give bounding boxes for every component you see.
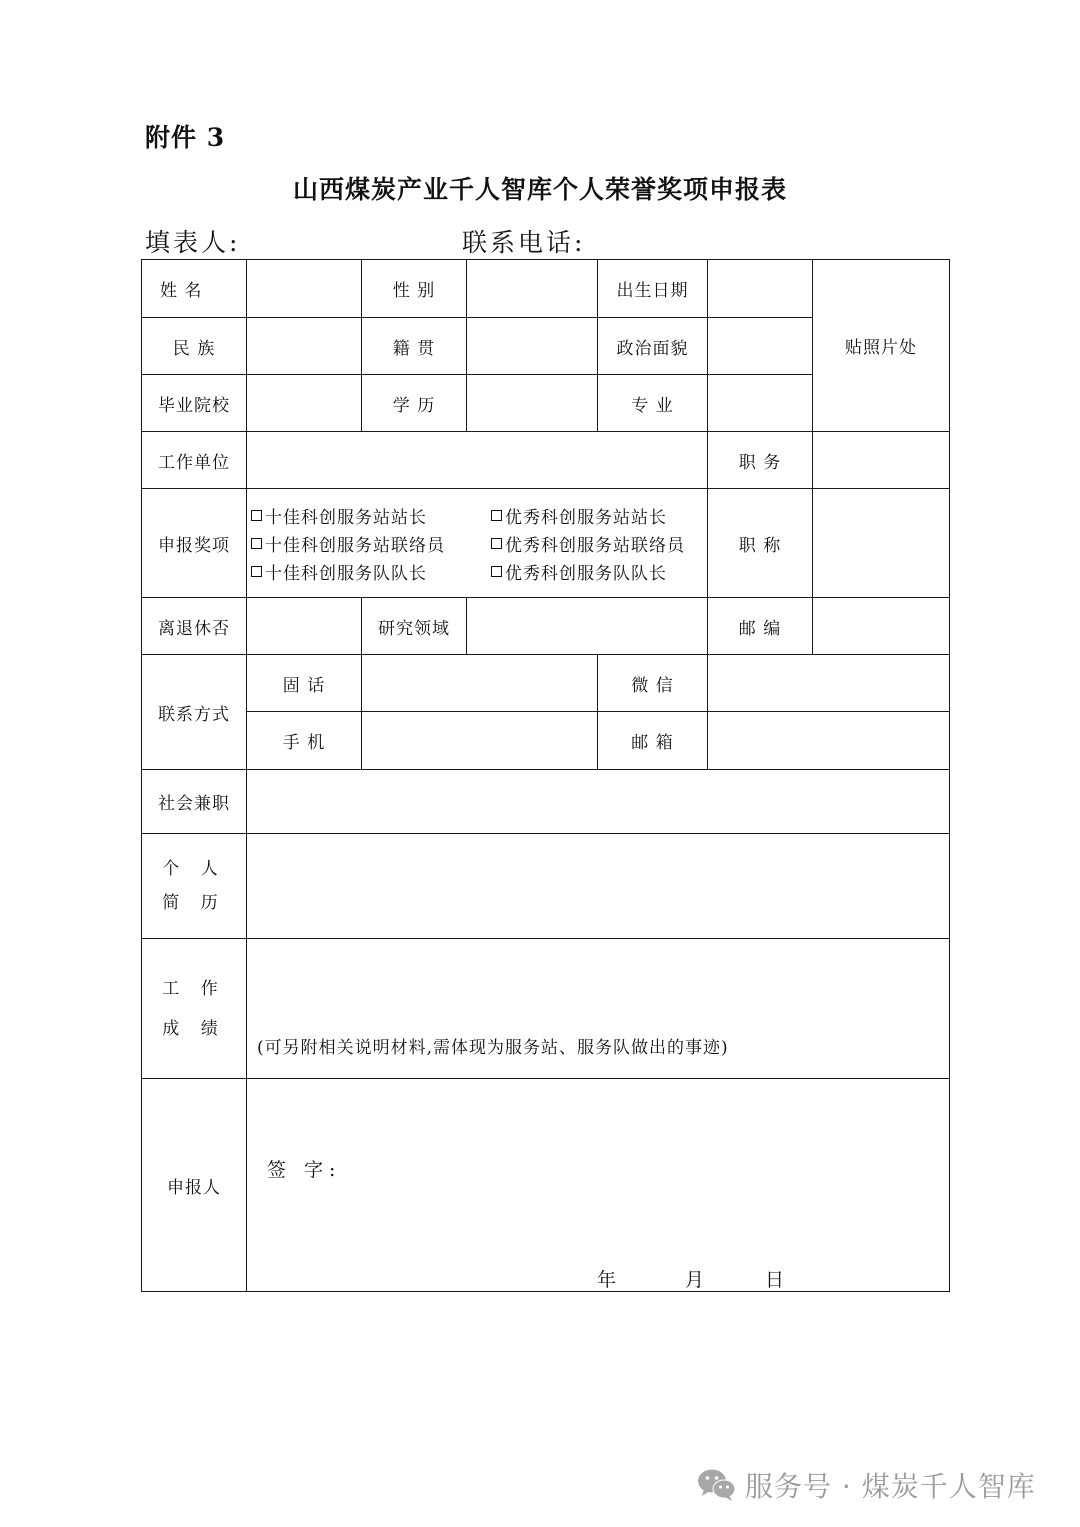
social-roles-field[interactable] [247,770,950,834]
checkbox-icon [491,566,502,577]
ethnicity-field[interactable] [247,318,362,375]
postcode-field[interactable] [813,598,950,655]
achievements-field[interactable] [247,939,950,1079]
watermark-text: 服务号 · 煤炭千人智库 [745,1470,1036,1503]
research-field-label: 研究领域 [362,598,467,655]
work-unit-label: 工作单位 [142,432,247,489]
applicant-label: 申报人 [142,1079,247,1292]
attachment-label: 附件 3 [145,123,226,152]
table-row [142,939,950,1079]
landline-label: 固 话 [247,655,362,712]
checkbox-icon [491,510,502,521]
signature-area[interactable] [247,1079,950,1292]
table-row [142,598,950,655]
birth-date-field[interactable] [708,260,813,318]
table-row [142,489,950,598]
table-row [142,655,950,712]
award-options [247,489,708,598]
name-field[interactable] [247,260,362,318]
signature-label: 签 字: [267,1159,342,1181]
title-rank-label: 职 称 [708,489,813,598]
political-status-label: 政治面貌 [598,318,708,375]
postcode-label: 邮 编 [708,598,813,655]
major-field[interactable] [708,375,813,432]
native-place-field[interactable] [467,318,598,375]
social-roles-label: 社会兼职 [142,770,247,834]
award-checkbox-top10-station-liaison[interactable]: 十佳科创服务站联络员 [251,531,491,556]
mobile-field[interactable] [362,712,598,770]
birth-date-label: 出生日期 [598,260,708,318]
education-label: 学 历 [362,375,467,432]
wechat-label: 微 信 [598,655,708,712]
research-field-field[interactable] [467,598,708,655]
native-place-label: 籍 贯 [362,318,467,375]
contact-label: 联系方式 [142,655,247,770]
email-label: 邮 箱 [598,712,708,770]
education-field[interactable] [467,375,598,432]
phone-label: 联系电话: [462,228,586,257]
award-checkbox-excellent-station-head[interactable]: 优秀科创服务站站长 [491,503,701,528]
wechat-field[interactable] [708,655,950,712]
ethnicity-label: 民 族 [142,318,247,375]
day-label: 日 [765,1269,785,1291]
table-row [142,712,950,770]
table-row [142,834,950,939]
year-label: 年 [597,1269,617,1291]
award-checkbox-top10-station-head[interactable]: 十佳科创服务站站长 [251,503,491,528]
table-row [142,432,950,489]
gender-label: 性 别 [362,260,467,318]
name-label: 姓 名 [142,260,247,318]
checkbox-icon [251,538,262,549]
school-label: 毕业院校 [142,375,247,432]
form-title: 山西煤炭产业千人智库个人荣誉奖项申报表 [292,175,787,204]
retired-field[interactable] [247,598,362,655]
work-unit-field[interactable] [247,432,708,489]
achievements-note: (可另附相关说明材料,需体现为服务站、服务队做出的事迹) [257,1038,729,1058]
resume-field[interactable] [247,834,950,939]
table-row [142,770,950,834]
political-status-field[interactable] [708,318,813,375]
award-checkbox-excellent-team-leader[interactable]: 优秀科创服务队队长 [491,559,701,584]
checkbox-icon [251,510,262,521]
title-rank-field[interactable] [813,489,950,598]
wechat-icon [697,1467,737,1503]
mobile-label: 手 机 [247,712,362,770]
award-checkbox-excellent-station-liaison[interactable]: 优秀科创服务站联络员 [491,531,701,556]
gender-field[interactable] [467,260,598,318]
award-checkbox-top10-team-leader[interactable]: 十佳科创服务队队长 [251,559,491,584]
checkbox-icon [491,538,502,549]
table-row [142,260,950,318]
major-label: 专 业 [598,375,708,432]
landline-field[interactable] [362,655,598,712]
position-label: 职 务 [708,432,813,489]
checkbox-icon [251,566,262,577]
position-field[interactable] [813,432,950,489]
resume-label: 个 人 简 历 [142,834,247,939]
filler-label: 填表人: [145,228,241,257]
application-form [141,259,950,1292]
school-field[interactable] [247,375,362,432]
achievements-label: 工 作 成 绩 [142,939,247,1079]
award-label: 申报奖项 [142,489,247,598]
email-field[interactable] [708,712,950,770]
photo-placeholder[interactable]: 贴照片处 [813,260,950,432]
retired-label: 离退休否 [142,598,247,655]
table-row [142,1079,950,1292]
month-label: 月 [685,1269,705,1291]
service-watermark [697,1465,1036,1505]
